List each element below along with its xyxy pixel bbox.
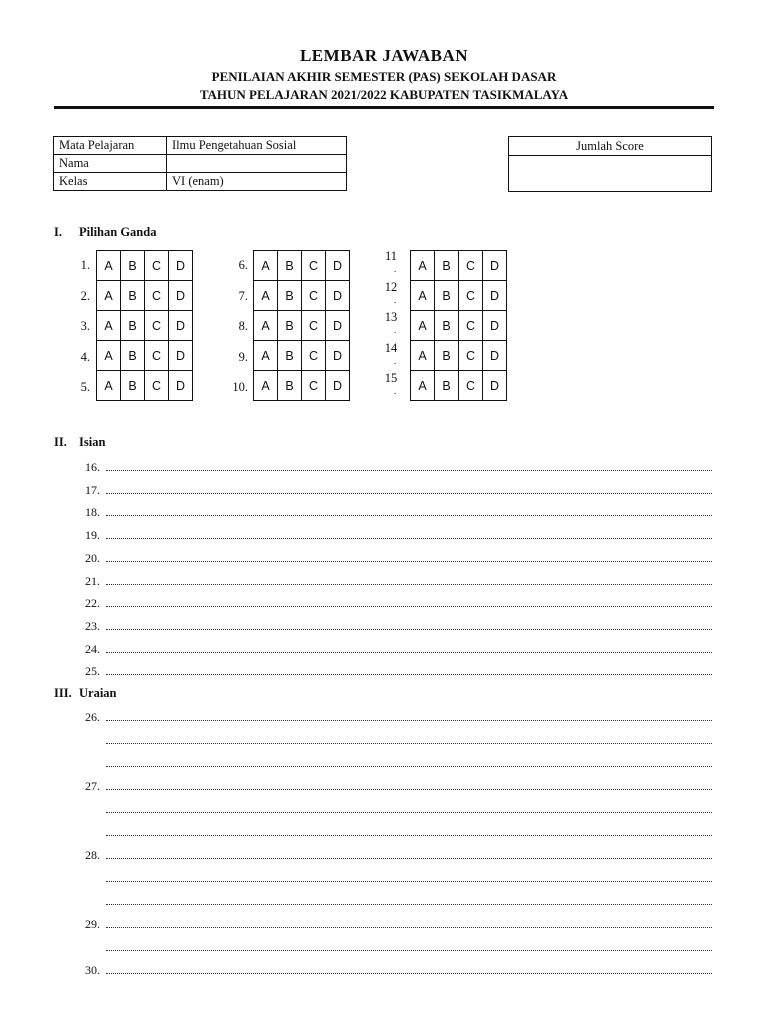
answer-row [97, 341, 193, 371]
question-number: 7. [238, 288, 248, 303]
answer-option[interactable]: A [254, 311, 278, 341]
essay-answer-line[interactable] [78, 710, 712, 724]
question-number: 23. [85, 618, 100, 633]
answer-option[interactable]: B [278, 281, 302, 311]
section-title: Isian [79, 435, 106, 449]
info-value-name[interactable] [167, 155, 347, 173]
essay-answer-line[interactable] [78, 917, 712, 931]
answer-option[interactable]: C [145, 341, 169, 371]
essay-answer-line[interactable] [78, 733, 712, 747]
answer-option[interactable]: D [169, 251, 193, 281]
dotted-line [106, 538, 712, 539]
question-number: 20. [85, 550, 100, 565]
answer-row [97, 371, 193, 401]
answer-option[interactable]: C [302, 311, 326, 341]
answer-option[interactable]: B [121, 251, 145, 281]
answer-option[interactable]: C [459, 251, 483, 281]
answer-option[interactable]: A [411, 341, 435, 371]
answer-option[interactable]: C [302, 251, 326, 281]
question-number: 21. [85, 573, 100, 588]
section-title: Uraian [79, 686, 117, 700]
answer-option[interactable]: B [435, 311, 459, 341]
answer-row [411, 341, 507, 371]
dotted-line [106, 881, 712, 882]
dotted-line [106, 493, 712, 494]
answer-row [254, 341, 350, 371]
answer-option[interactable]: C [459, 311, 483, 341]
question-number: 13 [384, 310, 398, 325]
answer-option[interactable]: B [278, 251, 302, 281]
question-number: 2. [80, 288, 90, 303]
info-label: Kelas [54, 173, 167, 191]
answer-option[interactable]: B [121, 371, 145, 401]
answer-option[interactable]: A [254, 371, 278, 401]
answer-row [411, 281, 507, 311]
dotted-line [106, 629, 712, 630]
answer-option[interactable]: A [254, 341, 278, 371]
question-number: 19. [85, 528, 100, 543]
answer-row [254, 371, 350, 401]
answer-row [254, 251, 350, 281]
answer-option[interactable]: B [435, 371, 459, 401]
answer-option[interactable]: C [459, 371, 483, 401]
answer-option[interactable]: D [169, 281, 193, 311]
answer-row [97, 311, 193, 341]
answer-option[interactable]: A [411, 311, 435, 341]
answer-option[interactable]: D [326, 341, 350, 371]
answer-option[interactable]: B [121, 281, 145, 311]
answer-option[interactable]: D [483, 281, 507, 311]
fill-in-answer-line[interactable] [78, 664, 712, 678]
fill-in-answer-line[interactable] [78, 483, 712, 497]
answer-row [411, 311, 507, 341]
dotted-line [106, 927, 712, 928]
answer-option[interactable]: B [278, 341, 302, 371]
section-essay-heading [54, 686, 117, 701]
dotted-line [106, 812, 712, 813]
answer-option[interactable]: D [326, 311, 350, 341]
answer-option[interactable]: A [97, 311, 121, 341]
question-number: 3. [80, 319, 90, 334]
answer-option[interactable]: D [169, 311, 193, 341]
answer-row [97, 251, 193, 281]
answer-option[interactable]: C [459, 281, 483, 311]
question-number: 30. [85, 963, 100, 977]
dotted-line [106, 789, 712, 790]
answer-option[interactable]: B [121, 311, 145, 341]
dotted-line [106, 950, 712, 951]
question-number: 27. [85, 779, 100, 793]
dotted-line [106, 743, 712, 744]
section-title: Pilihan Ganda [79, 225, 157, 239]
fill-in-answer-line[interactable] [78, 528, 712, 542]
answer-option[interactable]: A [97, 251, 121, 281]
question-number-dot: . [394, 264, 397, 274]
info-row-name [54, 155, 347, 173]
info-value-subject[interactable]: Ilmu Pengetahuan Sosial [167, 137, 347, 155]
dotted-line [106, 584, 712, 585]
dotted-line [106, 973, 712, 974]
header-divider [54, 106, 714, 109]
dotted-line [106, 835, 712, 836]
essay-answer-line[interactable] [78, 940, 712, 954]
question-number: 4. [80, 349, 90, 364]
score-box[interactable] [508, 136, 712, 192]
answer-option[interactable]: D [326, 371, 350, 401]
answer-row [411, 371, 507, 401]
essay-answer-line[interactable] [78, 802, 712, 816]
dotted-line [106, 606, 712, 607]
dotted-line [106, 858, 712, 859]
question-number: 5. [80, 380, 90, 395]
fill-in-answer-line[interactable] [78, 574, 712, 588]
answer-grid [253, 250, 350, 401]
answer-option[interactable]: A [411, 251, 435, 281]
answer-option[interactable]: B [435, 251, 459, 281]
fill-in-answer-line[interactable] [78, 505, 712, 519]
info-table [53, 136, 347, 191]
section-fill-in-heading [54, 435, 105, 450]
page-title: LEMBAR JAWABAN [299, 46, 469, 65]
answer-option[interactable]: B [435, 281, 459, 311]
score-label: Jumlah Score [509, 137, 711, 156]
dotted-line [106, 515, 712, 516]
question-number-dot: . [394, 294, 397, 305]
dotted-line [106, 470, 712, 471]
answer-option[interactable]: D [169, 371, 193, 401]
question-number: 17. [85, 482, 100, 497]
answer-option[interactable]: B [278, 371, 302, 401]
question-number: 24. [85, 641, 100, 656]
question-number: 9. [238, 349, 248, 364]
essay-answer-line[interactable] [78, 825, 712, 839]
section-number: II. [54, 435, 67, 449]
question-number: 15 [384, 371, 398, 386]
question-number: 6. [238, 258, 248, 272]
info-row-class [54, 173, 347, 191]
dotted-line [106, 766, 712, 767]
question-number: 12 [384, 279, 398, 294]
dotted-line [106, 904, 712, 905]
question-number: 10. [232, 380, 248, 395]
answer-option[interactable]: D [326, 251, 350, 281]
answer-option[interactable]: C [145, 281, 169, 311]
answer-option[interactable]: C [302, 341, 326, 371]
question-number-dot: . [394, 355, 397, 366]
answer-option[interactable]: C [302, 371, 326, 401]
answer-option[interactable]: D [326, 281, 350, 311]
question-number: 22. [85, 596, 100, 611]
answer-option[interactable]: C [145, 311, 169, 341]
answer-option[interactable]: D [483, 341, 507, 371]
essay-answer-line[interactable] [78, 779, 712, 793]
essay-answer-line[interactable] [78, 963, 712, 977]
fill-in-answer-line[interactable] [78, 596, 712, 610]
question-number: 1. [80, 258, 90, 272]
answer-option[interactable]: D [483, 311, 507, 341]
info-value-class[interactable]: VI (enam) [167, 173, 347, 191]
info-row-subject [54, 137, 347, 155]
answer-row [254, 281, 350, 311]
question-number: 18. [85, 505, 100, 520]
answer-option[interactable]: A [97, 281, 121, 311]
answer-option[interactable]: A [97, 371, 121, 401]
question-number: 16. [85, 460, 100, 474]
answer-row [254, 311, 350, 341]
question-number-dot: . [394, 325, 397, 336]
answer-option[interactable]: C [459, 341, 483, 371]
answer-option[interactable]: C [302, 281, 326, 311]
fill-in-answer-line[interactable] [78, 460, 712, 474]
answer-row [97, 281, 193, 311]
answer-option[interactable]: A [411, 371, 435, 401]
answer-option[interactable]: A [411, 281, 435, 311]
answer-option[interactable]: D [483, 251, 507, 281]
question-number: 25. [85, 664, 100, 679]
section-number: III. [54, 686, 72, 700]
fill-in-answer-line[interactable] [78, 642, 712, 656]
info-label: Nama [54, 155, 167, 173]
answer-row [411, 251, 507, 281]
answer-option[interactable]: A [254, 281, 278, 311]
question-number-dot: . [394, 386, 397, 397]
dotted-line [106, 561, 712, 562]
fill-in-answer-line[interactable] [78, 619, 712, 633]
page-subtitle-1: PENILAIAN AKHIR SEMESTER (PAS) SEKOLAH DASAR [211, 69, 557, 84]
answer-grid [410, 250, 507, 401]
answer-option[interactable]: A [254, 251, 278, 281]
dotted-line [106, 674, 712, 675]
info-label: Mata Pelajaran [54, 137, 167, 155]
essay-answer-line[interactable] [78, 894, 712, 908]
essay-answer-line[interactable] [78, 871, 712, 885]
dotted-line [106, 652, 712, 653]
answer-option[interactable]: B [435, 341, 459, 371]
question-number: 28. [85, 848, 100, 862]
answer-option[interactable]: A [97, 341, 121, 371]
answer-option[interactable]: D [483, 371, 507, 401]
page-subtitle-2: TAHUN PELAJARAN 2021/2022 KABUPATEN TASIKMALAYA [199, 87, 569, 102]
answer-option[interactable]: B [121, 341, 145, 371]
question-number: 29. [85, 917, 100, 931]
question-number: 26. [85, 710, 100, 724]
answer-option[interactable]: D [169, 341, 193, 371]
answer-option[interactable]: B [278, 311, 302, 341]
dotted-line [106, 720, 712, 721]
answer-grid [96, 250, 193, 401]
question-number: 8. [238, 319, 248, 334]
essay-answer-line[interactable] [78, 756, 712, 770]
question-number: 11 [384, 249, 398, 263]
section-number: I. [54, 225, 62, 239]
question-number: 14 [384, 340, 398, 355]
fill-in-answer-line[interactable] [78, 551, 712, 565]
answer-option[interactable]: C [145, 371, 169, 401]
section-multiple-choice-heading [54, 225, 156, 240]
essay-answer-line[interactable] [78, 848, 712, 862]
answer-option[interactable]: C [145, 251, 169, 281]
